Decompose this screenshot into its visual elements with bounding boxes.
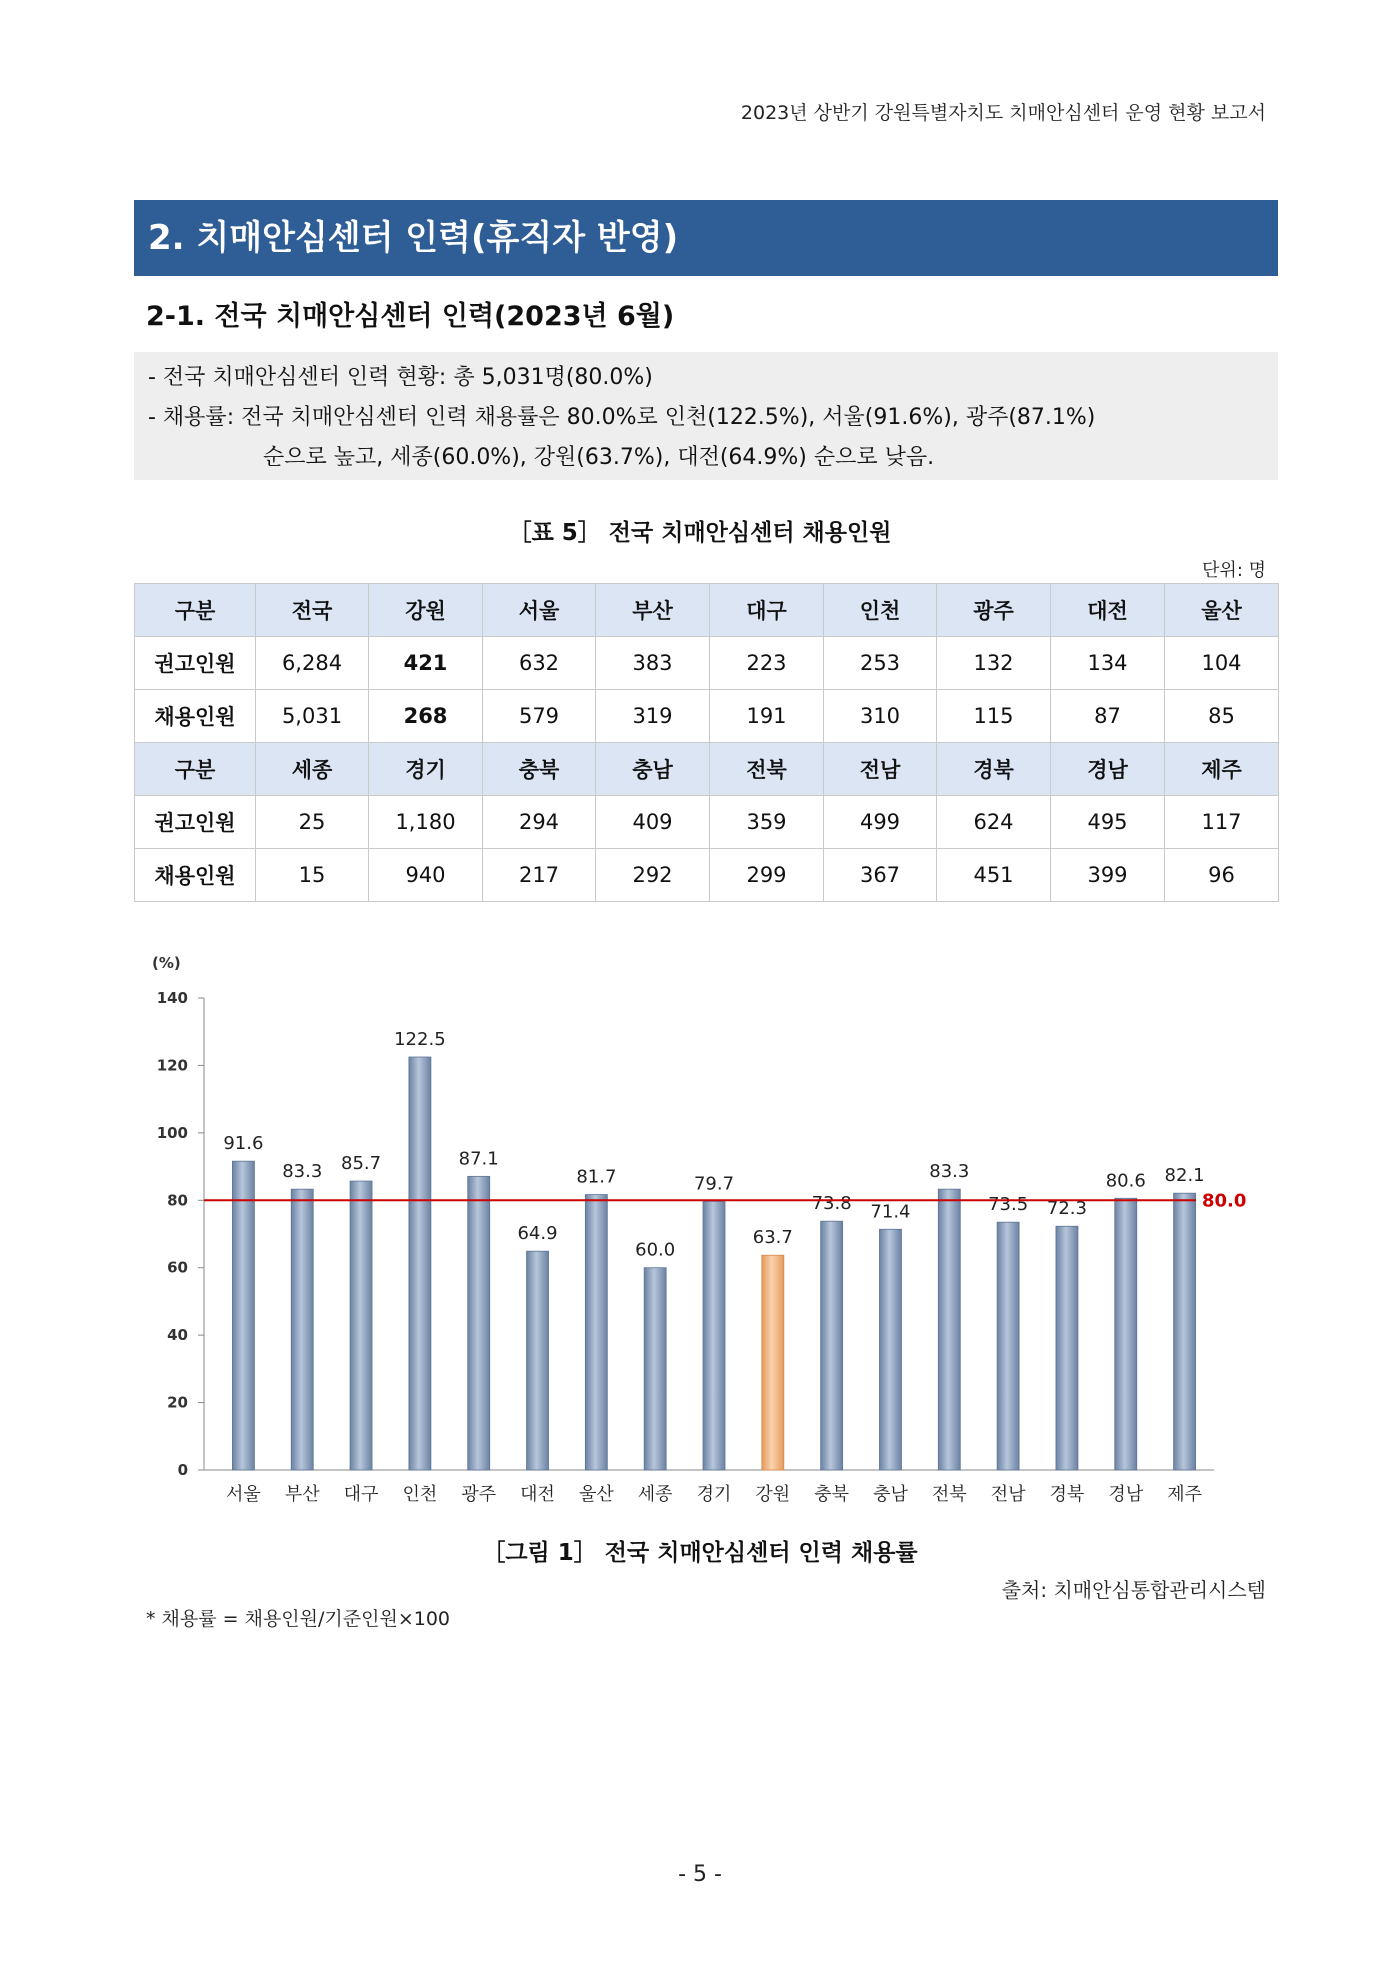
- table-cell: 292: [596, 849, 710, 902]
- bar: [938, 1189, 960, 1470]
- table-cell: 632: [483, 637, 596, 690]
- y-tick-label: 80: [167, 1191, 188, 1210]
- table-header-cell: 구분: [135, 584, 256, 637]
- table-cell: 15: [256, 849, 369, 902]
- table-header-cell: 세종: [256, 743, 369, 796]
- bar-value-label: 80.6: [1105, 1170, 1146, 1192]
- page-number: - 5 -: [678, 1862, 722, 1887]
- subsection-title: 2-1. 전국 치매안심센터 인력(2023년 6월): [146, 301, 675, 332]
- bar-value-label: 81.7: [576, 1166, 617, 1188]
- bar-value-label: 73.8: [811, 1193, 852, 1215]
- x-tick-label: 서울: [226, 1484, 261, 1505]
- table-row-label: 채용인원: [135, 690, 256, 743]
- table-cell: 134: [1051, 637, 1165, 690]
- bar-value-label: 83.3: [282, 1161, 323, 1183]
- table-cell: 451: [937, 849, 1051, 902]
- y-tick-label: 100: [156, 1123, 188, 1142]
- section-title: 2. 치매안심센터 인력(휴직자 반영): [134, 200, 1278, 276]
- x-tick-label: 전북: [931, 1484, 967, 1505]
- bar: [527, 1251, 549, 1470]
- bar-value-label: 83.3: [929, 1161, 970, 1183]
- table-cell: 495: [1051, 796, 1165, 849]
- x-tick-label: 전남: [990, 1484, 1026, 1505]
- table-cell: 115: [937, 690, 1051, 743]
- reference-line-label: 80.0: [1202, 1190, 1247, 1212]
- table-header-cell: 서울: [483, 584, 596, 637]
- table-row: [135, 690, 1279, 743]
- bar: [409, 1057, 431, 1470]
- table-cell: 191: [710, 690, 824, 743]
- table-cell: 359: [710, 796, 824, 849]
- bar: [1115, 1198, 1137, 1470]
- x-tick-label: 울산: [578, 1484, 614, 1505]
- bar: [997, 1222, 1019, 1470]
- recruitment-rate-chart: [134, 940, 1278, 1520]
- x-tick-label: 광주: [461, 1484, 497, 1505]
- bar-value-label: 122.5: [394, 1029, 446, 1050]
- x-tick-label: 인천: [402, 1484, 438, 1505]
- x-tick-label: 세종: [637, 1484, 673, 1505]
- bar-value-label: 73.5: [988, 1194, 1029, 1216]
- table-header-cell: 경북: [937, 743, 1051, 796]
- table-cell: 624: [937, 796, 1051, 849]
- bar: [703, 1201, 725, 1470]
- summary-box: [134, 352, 1278, 480]
- y-tick-label: 60: [167, 1258, 188, 1277]
- table-row-label: 채용인원: [135, 849, 256, 902]
- table-cell: 1,180: [369, 796, 483, 849]
- table-header-cell: 인천: [824, 584, 937, 637]
- unit-label: 단위: 명: [1202, 560, 1266, 581]
- table-header-cell: 전남: [824, 743, 937, 796]
- x-tick-label: 부산: [284, 1484, 320, 1505]
- x-tick-label: 제주: [1167, 1484, 1202, 1505]
- bar: [468, 1176, 490, 1470]
- footnote: * 채용률 = 채용인원/기준인원×100: [146, 1608, 451, 1630]
- table-cell: 367: [824, 849, 937, 902]
- table-cell: 25: [256, 796, 369, 849]
- table-header-cell: 충남: [596, 743, 710, 796]
- table-row: [135, 637, 1279, 690]
- y-tick-label: 40: [167, 1326, 188, 1345]
- y-tick-label: 120: [156, 1056, 188, 1075]
- table-caption: ［표 5］ 전국 치매안심센터 채용인원: [508, 520, 892, 546]
- bar: [291, 1189, 313, 1470]
- bar-value-label: 79.7: [693, 1173, 735, 1195]
- table-header-row: [135, 743, 1279, 796]
- table-header-cell: 전북: [710, 743, 824, 796]
- table-header-cell: 강원: [369, 584, 483, 637]
- bar-value-label: 72.3: [1046, 1198, 1087, 1220]
- table-cell: 940: [369, 849, 483, 902]
- summary-line-rate: - 채용률: 전국 치매안심센터 인력 채용률은 80.0%로 인천(122.5%), 서울(91.6%), 광주(87.1%): [148, 405, 1096, 430]
- bar-value-label: 71.4: [870, 1201, 911, 1223]
- x-tick-label: 강원: [755, 1484, 791, 1505]
- summary-line-rate-cont: 순으로 높고, 세종(60.0%), 강원(63.7%), 대전(64.9%) 순으로 낮음.: [263, 445, 935, 470]
- table-cell: 96: [1165, 849, 1279, 902]
- bar: [762, 1255, 784, 1470]
- x-tick-label: 경북: [1049, 1484, 1085, 1505]
- table-cell: 104: [1165, 637, 1279, 690]
- table-cell: 87: [1051, 690, 1165, 743]
- table-cell: 6,284: [256, 637, 369, 690]
- table-header-cell: 경기: [369, 743, 483, 796]
- table-header-cell: 부산: [596, 584, 710, 637]
- table-header-cell: 제주: [1165, 743, 1279, 796]
- table-header-cell: 울산: [1165, 584, 1279, 637]
- running-header: 2023년 상반기 강원특별자치도 치매안심센터 운영 현황 보고서: [740, 102, 1266, 124]
- bar: [644, 1268, 666, 1470]
- bar: [1056, 1226, 1078, 1470]
- bar: [1174, 1193, 1196, 1470]
- table-header-row: [135, 584, 1279, 637]
- table-cell: 383: [596, 637, 710, 690]
- table-header-cell: 전국: [256, 584, 369, 637]
- chart-svg: [134, 940, 1278, 1520]
- table-row: [135, 796, 1279, 849]
- x-tick-label: 대구: [343, 1484, 379, 1505]
- staff-table: [134, 583, 1279, 902]
- summary-line-total: - 전국 치매안심센터 인력 현황: 총 5,031명(80.0%): [148, 365, 653, 390]
- x-tick-label: 경기: [696, 1484, 732, 1505]
- bar: [821, 1221, 843, 1470]
- table-header-cell: 광주: [937, 584, 1051, 637]
- bar: [879, 1229, 901, 1470]
- table-cell: 223: [710, 637, 824, 690]
- table-cell: 5,031: [256, 690, 369, 743]
- table-cell: 294: [483, 796, 596, 849]
- bar: [350, 1181, 372, 1470]
- table-cell: 499: [824, 796, 937, 849]
- table-header-cell: 대전: [1051, 584, 1165, 637]
- table-header-cell: 대구: [710, 584, 824, 637]
- table-header-cell: 구분: [135, 743, 256, 796]
- bar-value-label: 60.0: [635, 1239, 676, 1261]
- table-cell: 409: [596, 796, 710, 849]
- table-cell: 310: [824, 690, 937, 743]
- bar-value-label: 63.7: [752, 1227, 793, 1249]
- table-header-cell: 경남: [1051, 743, 1165, 796]
- table-cell: 319: [596, 690, 710, 743]
- table-row-label: 권고인원: [135, 637, 256, 690]
- y-axis-label: (%): [152, 954, 181, 972]
- x-tick-label: 충남: [873, 1484, 908, 1505]
- table-cell: 299: [710, 849, 824, 902]
- figure-caption: ［그림 1］ 전국 치매안심센터 인력 채용률: [482, 1540, 918, 1566]
- y-tick-label: 20: [167, 1393, 188, 1412]
- table-cell: 579: [483, 690, 596, 743]
- bar: [585, 1195, 607, 1470]
- table-cell: 85: [1165, 690, 1279, 743]
- table-cell: 421: [369, 637, 483, 690]
- table-header-cell: 충북: [483, 743, 596, 796]
- bar-value-label: 91.6: [223, 1133, 264, 1155]
- y-tick-label: 0: [177, 1461, 188, 1479]
- bar-value-label: 82.1: [1164, 1165, 1205, 1187]
- table-cell: 217: [483, 849, 596, 902]
- table-cell: 268: [369, 690, 483, 743]
- table-cell: 132: [937, 637, 1051, 690]
- table-cell: 253: [824, 637, 937, 690]
- bar: [232, 1161, 254, 1470]
- bar-value-label: 85.7: [341, 1153, 382, 1175]
- x-tick-label: 경남: [1108, 1484, 1144, 1505]
- bar-value-label: 64.9: [517, 1223, 558, 1245]
- table-row: [135, 849, 1279, 902]
- table-cell: 399: [1051, 849, 1165, 902]
- table-cell: 117: [1165, 796, 1279, 849]
- x-tick-label: 대전: [520, 1484, 555, 1505]
- bar-value-label: 87.1: [458, 1148, 499, 1170]
- x-tick-label: 충북: [814, 1484, 850, 1505]
- table-row-label: 권고인원: [135, 796, 256, 849]
- source-note: 출처: 치매안심통합관리시스템: [1001, 1578, 1266, 1602]
- y-tick-label: 140: [156, 989, 188, 1007]
